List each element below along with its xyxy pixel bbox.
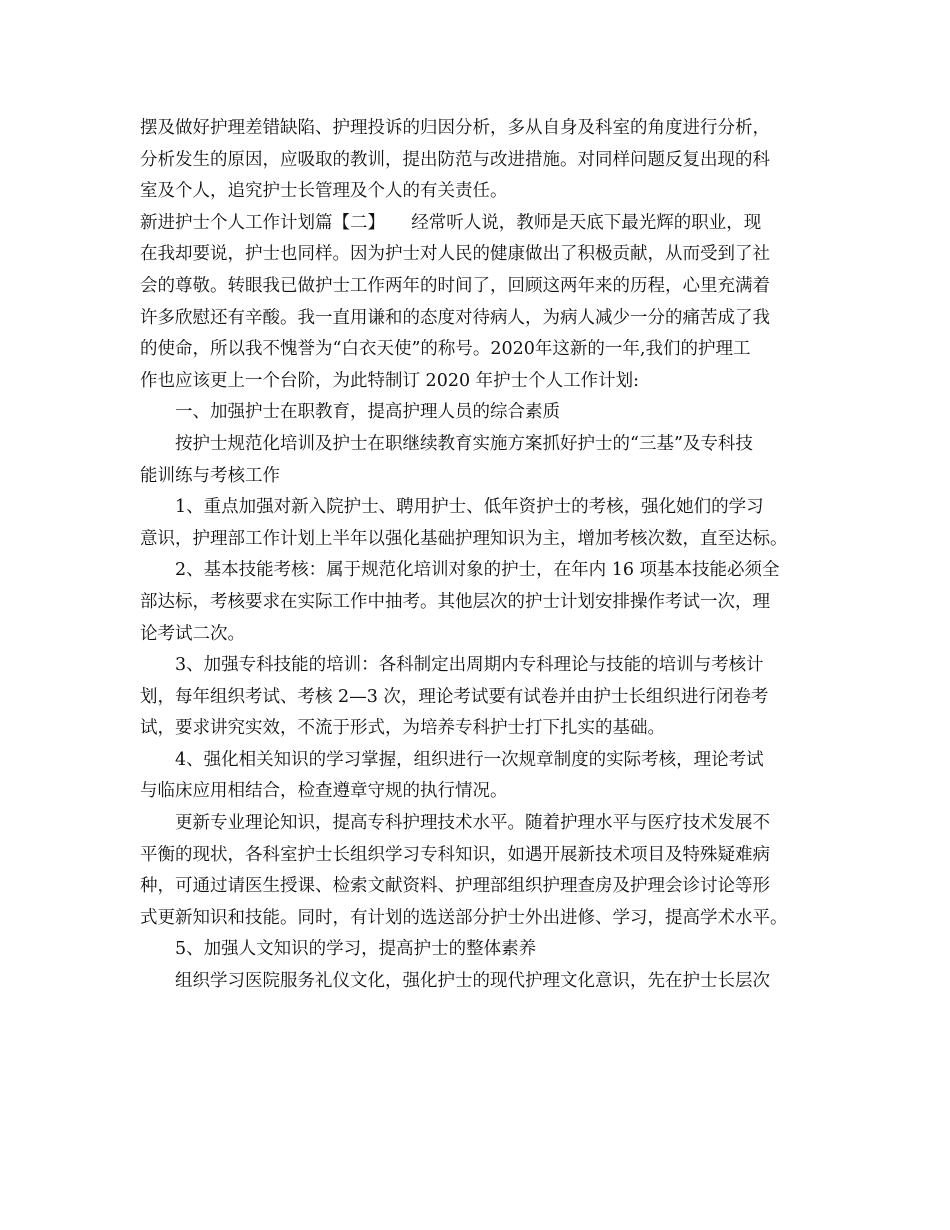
text-line: 许多欣慰还有辛酸。我一直用谦和的态度对待病人，为病人减少一分的痛苦成了我 xyxy=(140,307,770,328)
text-line: 3、加强专科技能的培训：各科制定出周期内专科理论与技能的培训与考核计 xyxy=(175,655,764,676)
subheading-line: 5、加强人文知识的学习，提高护士的整体素养 xyxy=(175,939,537,960)
text-line: 论考试二次。 xyxy=(140,623,245,644)
text-line: 试，要求讲究实效，不流于形式，为培养专科护士打下扎实的基础。 xyxy=(140,718,665,739)
text-line: 1、重点加强对新入院护士、聘用护士、低年资护士的考核，强化她们的学习 xyxy=(175,497,764,518)
text-line: 的使命，所以我不愧誉为“白衣天使”的称号。2020年这新的一年,我们的护理工 xyxy=(140,339,751,360)
text-line: 与临床应用相结合，检查遵章守规的执行情况。 xyxy=(140,781,508,802)
text-line: 组织学习医院服务礼仪文化，强化护士的现代护理文化意识，先在护士长层次 xyxy=(175,971,770,992)
text-line: 2、基本技能考核：属于规范化培训对象的护士，在年内 16 项基本技能必须全 xyxy=(175,560,780,581)
text-line: 在我却要说，护士也同样。因为护士对人民的健康做出了积极贡献，从而受到了社 xyxy=(140,244,770,265)
text-line: 会的尊敬。转眼我已做护士工作两年的时间了，回顾这两年来的历程，心里充满着 xyxy=(140,275,770,296)
text-line: 平衡的现状，各科室护士长组织学习专科知识，如遇开展新技术项目及特殊疑难病 xyxy=(140,844,770,865)
text-line: 按护士规范化培训及护士在职继续教育实施方案抓好护士的“三基”及专科技 xyxy=(175,433,753,454)
section-heading-line: 新进护士个人工作计划篇【二】 经常听人说，教师是天底下最光辉的职业，现 xyxy=(140,212,762,233)
text-line: 摆及做好护理差错缺陷、护理投诉的归因分析，多从自身及科室的角度进行分析， xyxy=(140,118,770,138)
text-line: 更新专业理论知识，提高专科护理技术水平。随着护理水平与医疗技术发展不 xyxy=(175,813,770,834)
text-line: 4、强化相关知识的学习掌握，组织进行一次规章制度的实际考核，理论考试 xyxy=(175,749,764,770)
text-line: 分析发生的原因，应吸取的教训，提出防范与改进措施。对同样问题反复出现的科 xyxy=(140,149,770,170)
text-line: 式更新知识和技能。同时，有计划的选送部分护士外出进修、学习，提高学术水平。 xyxy=(140,907,788,928)
text-line: 意识，护理部工作计划上半年以强化基础护理知识为主，增加考核次数，直至达标。 xyxy=(140,528,788,549)
text-line: 划，每年组织考试、考核 2—3 次，理论考试要有试卷并由护士长组织进行闭卷考 xyxy=(140,686,769,707)
text-line: 部达标，考核要求在实际工作中抽考。其他层次的护士计划安排操作考试一次，理 xyxy=(140,591,770,612)
text-line: 能训练与考核工作 xyxy=(140,465,280,486)
document-body xyxy=(140,113,830,998)
text-line: 作也应该更上一个台阶，为此特制订 2020 年护士个人工作计划: xyxy=(140,370,640,391)
subheading-line: 一、加强护士在职教育，提高护理人员的综合素质 xyxy=(175,402,560,423)
text-line: 种，可通过请医生授课、检索文献资料、护理部组织护理查房及护理会诊讨论等形 xyxy=(140,876,770,897)
text-line: 室及个人，追究护士长管理及个人的有关责任。 xyxy=(140,181,508,202)
